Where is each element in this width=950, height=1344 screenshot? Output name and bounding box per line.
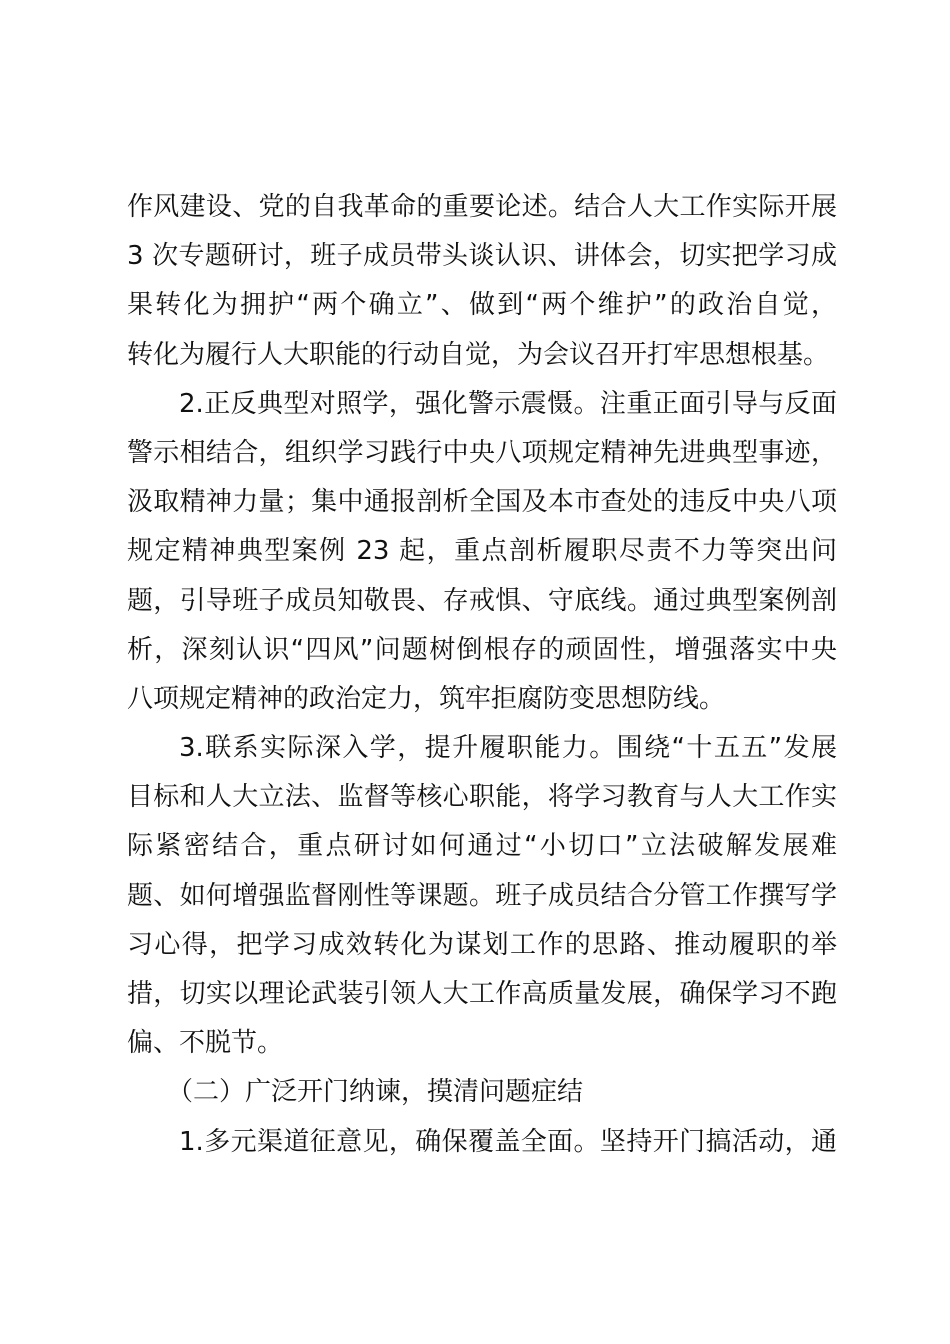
section-heading-text: （二）广泛开门纳谏，摸清问题症结 (167, 1077, 584, 1108)
paragraph-item-2-typical-cases (127, 380, 837, 724)
paragraph-item-1-solicit-opinions (127, 1118, 837, 1167)
text-line: 八项规定精神的政治定力，筑牢拒腐防变思想防线。 (127, 683, 726, 714)
text-line: 3 次专题研讨，班子成员带头谈认识、讲体会，切实把学习成 (127, 241, 837, 272)
text-line: 2.正反典型对照学，强化警示震慑。注重正面引导与反面 (179, 388, 837, 419)
text-line: 偏、不脱节。 (127, 1028, 284, 1059)
document-page (127, 183, 837, 1167)
text-line: 目标和人大立法、监督等核心职能，将学习教育与人大工作实 (127, 782, 837, 813)
text-line: 析，深刻认识“四风”问题树倒根存的顽固性，增强落实中央 (127, 634, 837, 665)
section-heading-2 (127, 1068, 837, 1117)
paragraph-item-3-practical-study (127, 724, 837, 1068)
text-line: 警示相结合，组织学习践行中央八项规定精神先进典型事迹， (127, 437, 837, 468)
text-line: 措，切实以理论武装引领人大工作高质量发展，确保学习不跑 (127, 979, 837, 1009)
text-line: 果转化为拥护“两个确立”、做到“两个维护”的政治自觉， (127, 290, 837, 321)
text-line: 1.多元渠道征意见，确保覆盖全面。坚持开门搞活动，通 (179, 1126, 837, 1157)
text-line: 3.联系实际深入学，提升履职能力。围绕“十五五”发展 (179, 733, 837, 764)
text-line: 规定精神典型案例 23 起，重点剖析履职尽责不力等突出问 (127, 536, 837, 567)
text-line: 题，引导班子成员知敬畏、存戒惧、守底线。通过典型案例剖 (127, 585, 837, 616)
text-line: 际紧密结合，重点研讨如何通过“小切口”立法破解发展难 (127, 831, 837, 862)
text-line: 作风建设、党的自我革命的重要论述。结合人大工作实际开展 (127, 192, 837, 222)
text-line: 题、如何增强监督刚性等课题。班子成员结合分管工作撰写学 (127, 880, 837, 911)
paragraph-study-conclusion (127, 183, 837, 380)
text-line: 汲取精神力量；集中通报剖析全国及本市查处的违反中央八项 (127, 487, 837, 518)
text-line: 转化为履行人大职能的行动自觉，为会议召开打牢思想根基。 (127, 339, 830, 370)
text-line: 习心得，把学习成效转化为谋划工作的思路、推动履职的举 (127, 929, 837, 960)
